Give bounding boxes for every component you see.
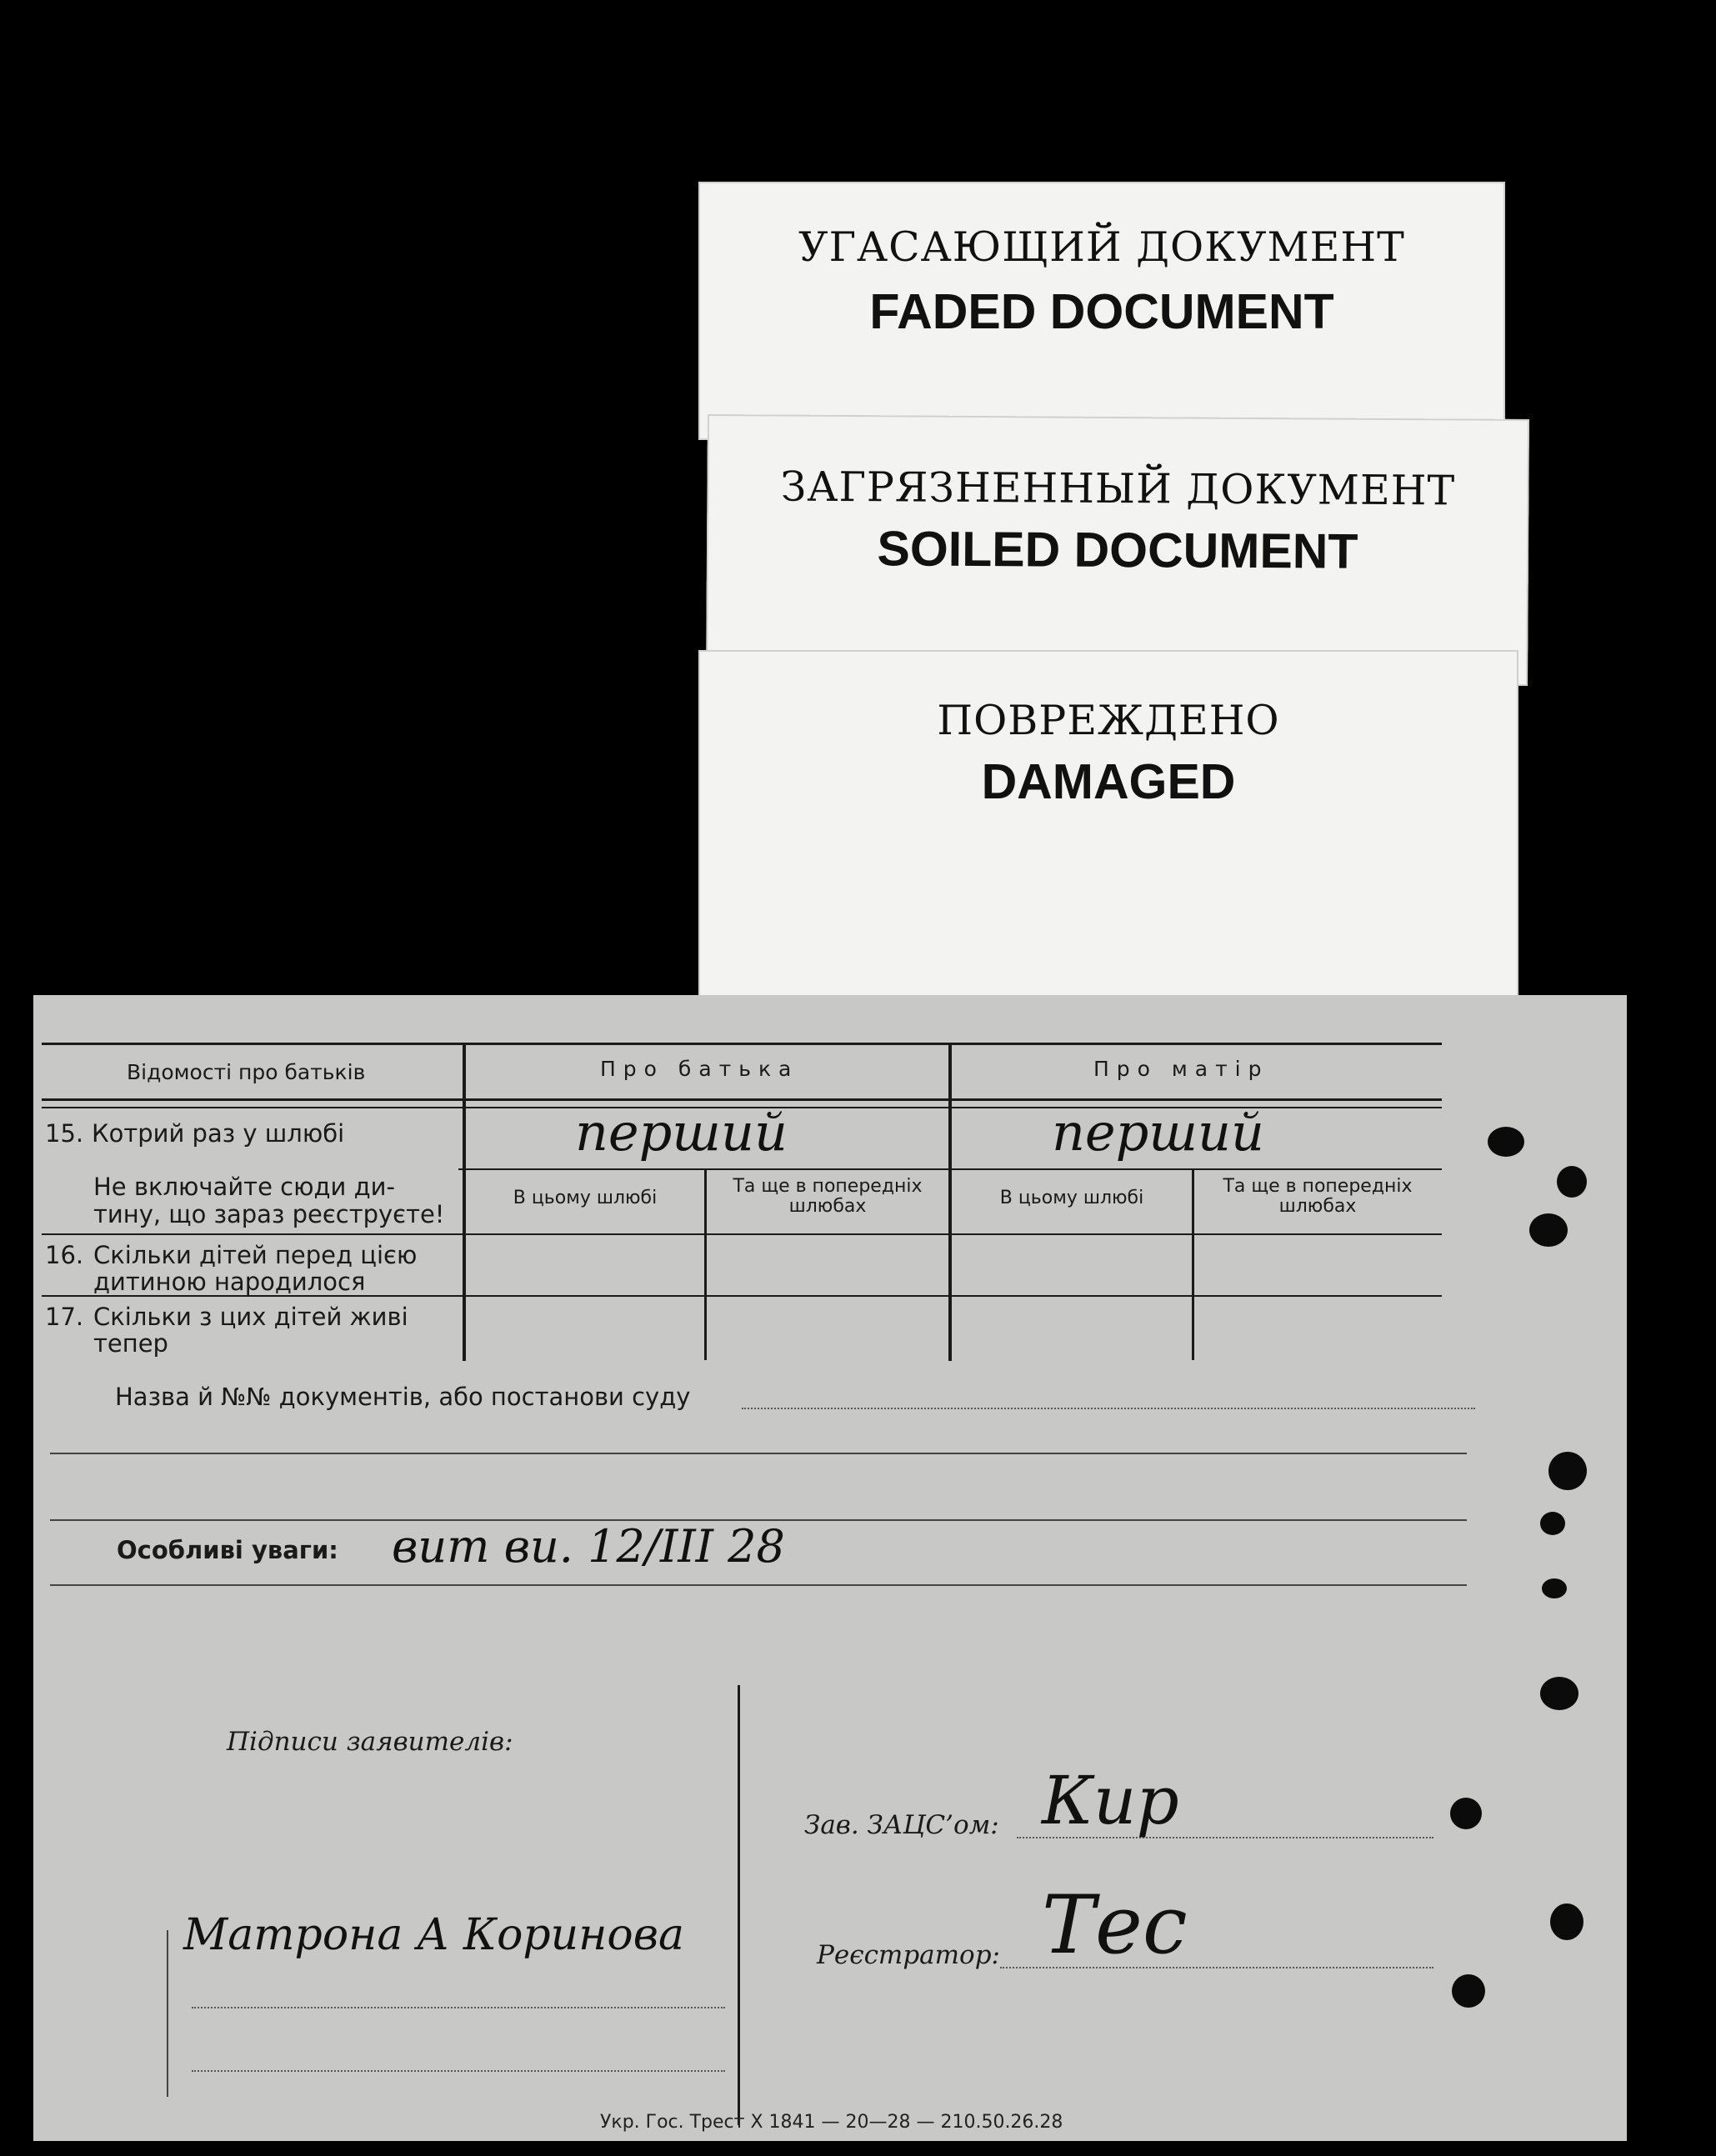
row-17-line-2: тепер <box>93 1329 168 1358</box>
row-16-line-2: дитиною народилося <box>93 1268 366 1296</box>
zags-head-label: Зав. ЗАЦС’ом: <box>804 1810 999 1840</box>
mother-column-header: Про матір <box>1093 1057 1269 1081</box>
row-15-number: 15. <box>45 1119 84 1148</box>
printer-footer: Укр. Гос. Трест X 1841 — 20—28 — 210.50.26.28 <box>600 2112 1063 2133</box>
registrar-label: Реєстратор: <box>817 1940 1000 1970</box>
faded-label-en: FADED DOCUMENT <box>869 284 1334 339</box>
father-marriage-handwritten: перший <box>575 1102 788 1163</box>
mother-marriage-handwritten: перший <box>1052 1102 1264 1163</box>
special-notes-label: Особливі уваги: <box>117 1536 338 1564</box>
applicants-signatures-label: Підписи заявителів: <box>227 1727 513 1757</box>
row-16-line-1: Скільки дітей перед цією <box>93 1241 418 1269</box>
mother-this-marriage-header: В цьому шлюбі <box>999 1188 1144 1208</box>
father-this-marriage-header: В цьому шлюбі <box>513 1188 658 1208</box>
soiled-document-label <box>706 414 1529 686</box>
soiled-label-ru: ЗАГРЯЗНЕННЫЙ ДОКУМЕНТ <box>780 463 1456 515</box>
registration-form-page <box>33 995 1627 2141</box>
documents-label: Назва й №№ документів, або постанови суду <box>115 1383 691 1411</box>
mother-prev-marriages-header: Та ще в попередніх шлюбах <box>1223 1176 1413 1217</box>
row-16-number: 16. <box>45 1241 84 1269</box>
registrar-signature: Тес <box>1042 1878 1188 1972</box>
faded-label-ru: УГАСАЮЩИЙ ДОКУМЕНТ <box>798 223 1405 271</box>
head-signature: Кир <box>1042 1762 1179 1839</box>
row-17-line-1: Скільки з цих дітей живі <box>93 1303 408 1331</box>
father-column-header: Про батька <box>600 1057 799 1081</box>
father-prev-marriages-header: Та ще в попередніх шлюбах <box>733 1176 923 1217</box>
soiled-label-en: SOILED DOCUMENT <box>877 521 1358 579</box>
applicant-signature: Матрона А Коринова <box>183 1910 684 1960</box>
row-15-label: Котрий раз у шлюбі <box>92 1119 345 1148</box>
special-notes-handwritten: вит ви. 12/III 28 <box>392 1520 785 1573</box>
note-line-1: Не включайте сюди ди- <box>93 1173 395 1201</box>
damaged-label-en: DAMAGED <box>981 754 1236 809</box>
damaged-document-label <box>698 650 1518 1000</box>
note-line-2: тину, що зараз реєструєте! <box>93 1200 445 1228</box>
parents-info-header: Відомості про батьків <box>127 1060 366 1084</box>
faded-document-label <box>698 182 1505 440</box>
row-17-number: 17. <box>45 1303 84 1331</box>
damaged-label-ru: ПОВРЕЖДЕНО <box>937 697 1280 744</box>
